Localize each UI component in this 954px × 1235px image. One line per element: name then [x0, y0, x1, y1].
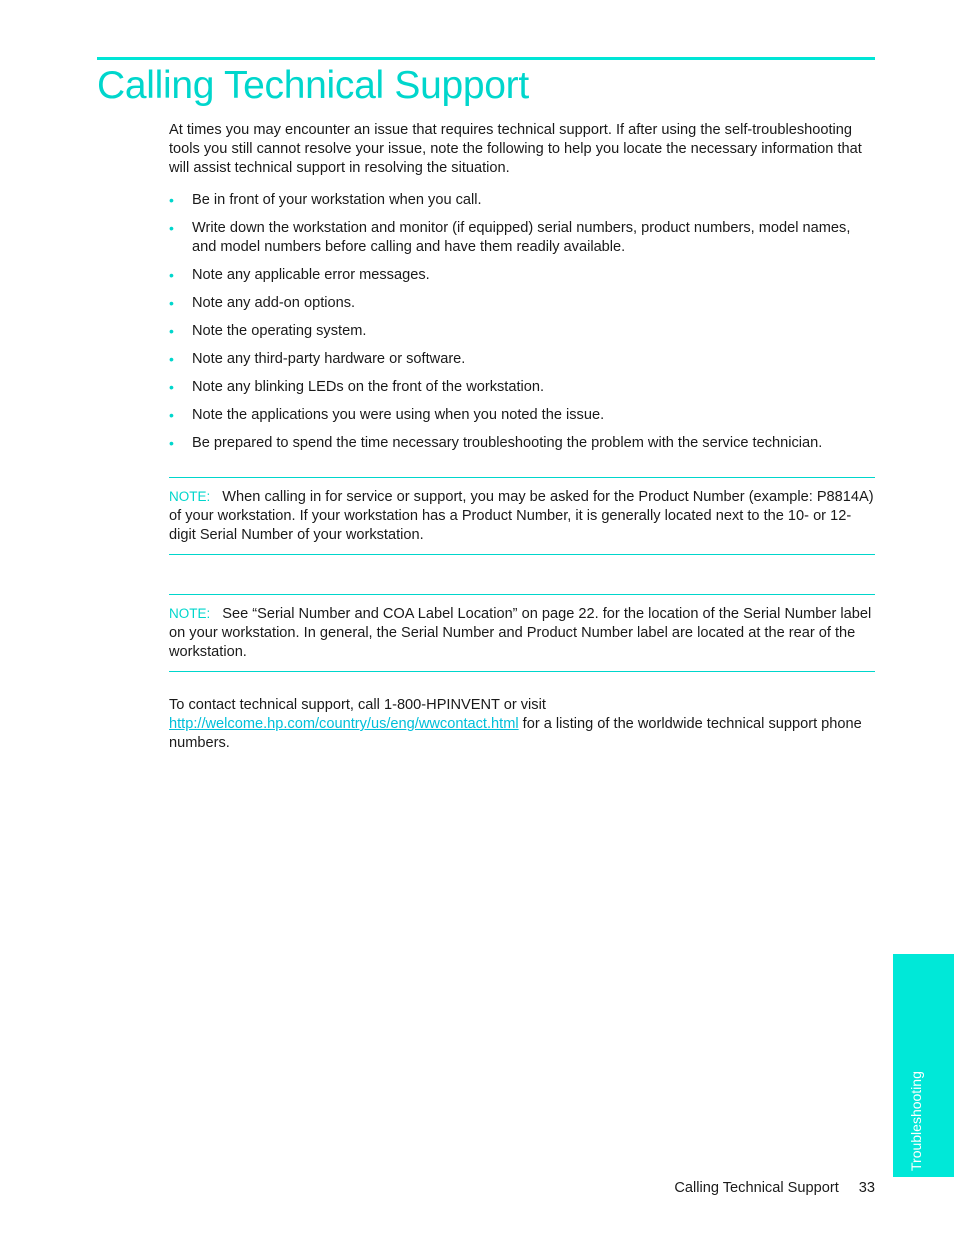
bullet-icon: • — [169, 220, 174, 236]
support-link[interactable]: http://welcome.hp.com/country/us/eng/wwcontact.html — [169, 716, 519, 732]
bullet-icon: • — [169, 379, 174, 395]
note-label: NOTE: — [169, 489, 211, 504]
page-number: 33 — [858, 1180, 875, 1196]
list-item: • Note any add-on options. — [169, 295, 356, 311]
bullet-icon: • — [169, 192, 174, 208]
top-rule — [97, 57, 875, 60]
bullet-icon: • — [169, 323, 174, 339]
footer-section-title: Calling Technical Support — [674, 1180, 839, 1196]
contact-paragraph: To contact technical support, call 1-800-HPINVENT or visit http://welcome.hp.com/country/us/eng/wwcontact.html for a listing of the worldwide technical support phone numbers. — [169, 697, 862, 751]
bullet-icon: • — [169, 351, 174, 367]
list-item: • Be prepared to spend the time necessary troubleshooting the problem with the service technician. — [169, 435, 823, 451]
checklist — [169, 191, 875, 462]
chapter-tab — [893, 954, 954, 1177]
page-title: Calling Technical Support — [97, 64, 529, 107]
intro-paragraph: At times you may encounter an issue that requires technical support. If after using the self-troubleshooting tools you still cannot resolve your issue, note the following to help you locate the necessary information that will assist technical support in resolving the situation. — [169, 122, 862, 176]
note-text: See “Serial Number and COA Label Location” on page 22. for the location of the Serial Number label on your workstation. In general, the Serial Number and Product Number label are located at the rear of the workstation. — [169, 606, 872, 660]
note-text: When calling in for service or support, you may be asked for the Product Number (example: P8814A) of your workstation. If your workstation has a Product Number, it is generally located next to the 10- or 12-digit Serial Number of your workstation. — [169, 489, 874, 543]
note-label: NOTE: — [169, 606, 211, 621]
bullet-icon: • — [169, 435, 174, 451]
list-item: • Note any blinking LEDs on the front of the workstation. — [169, 379, 545, 395]
list-item: • Note the operating system. — [169, 323, 367, 339]
list-item: • Be in front of your workstation when you call. — [169, 192, 482, 208]
list-item: • Note the applications you were using when you noted the issue. — [169, 407, 605, 423]
list-item: • Write down the workstation and monitor (if equipped) serial numbers, product numbers, model names, and model numbers before calling and have them readily available. — [169, 220, 851, 255]
bullet-icon: • — [169, 407, 174, 423]
note-product-number — [169, 477, 875, 555]
page-footer — [674, 1180, 875, 1196]
chapter-tab-label: Troubleshooting — [907, 1071, 924, 1171]
list-item: • Note any third-party hardware or software. — [169, 351, 466, 367]
note-serial-location — [169, 594, 875, 672]
bullet-icon: • — [169, 295, 174, 311]
list-item: • Note any applicable error messages. — [169, 267, 430, 283]
bullet-icon: • — [169, 267, 174, 283]
